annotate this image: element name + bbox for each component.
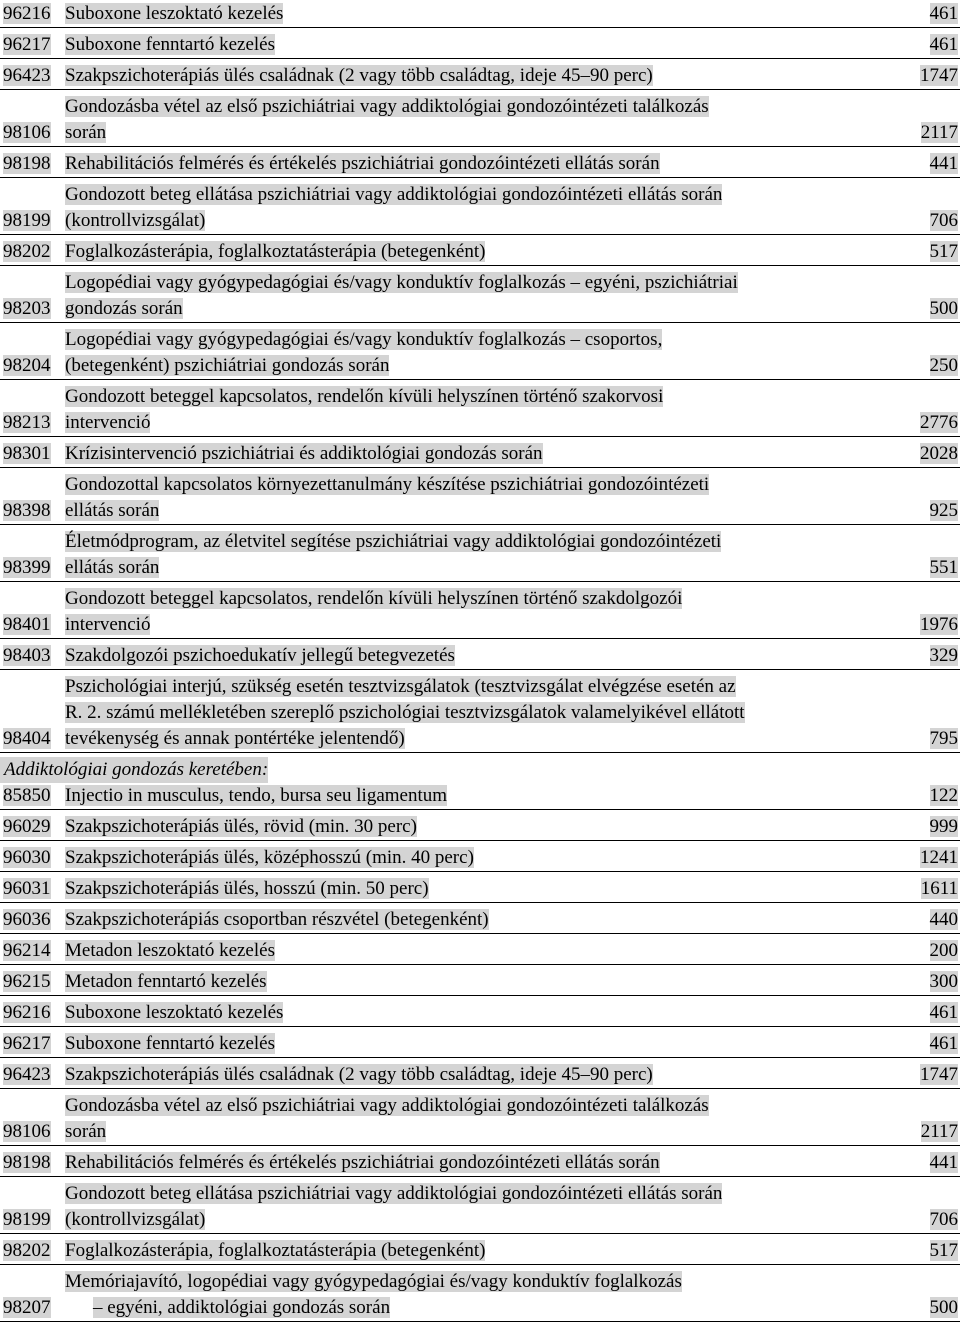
- point-value: [898, 643, 960, 669]
- row-divider: [0, 146, 960, 147]
- point-value: [898, 845, 960, 871]
- procedure-code: [0, 410, 65, 436]
- table-row: [0, 1238, 960, 1264]
- procedure-code: [0, 296, 65, 322]
- row-divider: [0, 581, 960, 582]
- procedure-code: [0, 845, 65, 871]
- point-value-text: 2117: [920, 122, 958, 143]
- row-divider: [0, 995, 960, 996]
- table-row: [0, 151, 960, 177]
- description-line: Suboxone leszoktató kezelés: [65, 1002, 284, 1023]
- procedure-code: [0, 32, 65, 58]
- row-divider: [0, 322, 960, 323]
- table-row: [0, 674, 960, 752]
- procedure-code-text: 98202: [3, 241, 51, 262]
- procedure-code-text: 98203: [3, 298, 51, 319]
- row-divider: [0, 902, 960, 903]
- row-divider: [0, 809, 960, 810]
- point-value-text: 1611: [920, 878, 958, 899]
- point-value: [898, 120, 960, 146]
- point-value: [898, 441, 960, 467]
- procedure-description: [65, 938, 898, 964]
- table-row: [0, 441, 960, 467]
- table-row: [0, 969, 960, 995]
- point-value-text: 517: [929, 1240, 958, 1261]
- point-value-text: 329: [929, 645, 958, 666]
- description-line: Gondozottal kapcsolatos környezettanulmány készítése pszichiátriai gondozóintézeti: [65, 474, 710, 495]
- procedure-code: [0, 969, 65, 995]
- procedure-code: [0, 151, 65, 177]
- procedure-list-addiction: [0, 783, 960, 1322]
- procedure-code-text: 98202: [3, 1240, 51, 1261]
- description-line: Krízisintervenció pszichiátriai és addiktológiai gondozás során: [65, 443, 543, 464]
- point-value: [898, 151, 960, 177]
- description-line: (kontrollvizsgálat): [65, 1209, 206, 1230]
- description-line: Logopédiai vagy gyógypedagógiai és/vagy konduktív foglalkozás – egyéni, pszichiátriai: [65, 272, 738, 293]
- procedure-code-text: 85850: [3, 785, 51, 806]
- table-row: [0, 1, 960, 27]
- description-line: Gondozott beteg ellátása pszichiátriai vagy addiktológiai gondozóintézeti ellátás során: [65, 1183, 723, 1204]
- table-row: [0, 239, 960, 265]
- row-divider: [0, 379, 960, 380]
- procedure-description: [65, 586, 898, 638]
- point-value-text: 122: [929, 785, 958, 806]
- table-row: [0, 1031, 960, 1057]
- description-line: tevékenység és annak pontértéke jelentendő): [65, 728, 405, 749]
- row-divider: [0, 669, 960, 670]
- row-divider: [0, 265, 960, 266]
- procedure-code-text: 96030: [3, 847, 51, 868]
- procedure-description: [65, 151, 898, 177]
- row-divider: [0, 1176, 960, 1177]
- point-value: [898, 1, 960, 27]
- description-line: Suboxone fenntartó kezelés: [65, 1033, 275, 1054]
- table-row: [0, 1181, 960, 1233]
- procedure-code: [0, 726, 65, 752]
- point-value-text: 500: [929, 1297, 958, 1318]
- table-row: [0, 876, 960, 902]
- point-value-text: 999: [929, 816, 958, 837]
- row-divider: [0, 1321, 960, 1322]
- procedure-description: [65, 1000, 898, 1026]
- point-value-text: 461: [929, 34, 958, 55]
- procedure-code: [0, 1207, 65, 1233]
- point-value: [898, 1207, 960, 1233]
- table-row: [0, 1062, 960, 1088]
- point-value: [898, 1000, 960, 1026]
- point-value: [898, 612, 960, 638]
- procedure-description: [65, 1181, 898, 1233]
- procedure-code: [0, 1119, 65, 1145]
- description-line: Gondozásba vétel az első pszichiátriai vagy addiktológiai gondozóintézeti találkozás: [65, 1095, 709, 1116]
- description-line: Szakpszichoterápiás ülés családnak (2 vagy több családtag, ideje 45–90 perc): [65, 1064, 653, 1085]
- procedure-code-text: 96423: [3, 65, 51, 86]
- row-divider: [0, 177, 960, 178]
- procedure-description: [65, 327, 898, 379]
- procedure-code: [0, 1, 65, 27]
- point-value-text: 200: [929, 940, 958, 961]
- table-row: [0, 529, 960, 581]
- procedure-description: [65, 643, 898, 669]
- row-divider: [0, 1145, 960, 1146]
- point-value-text: 1747: [920, 1064, 958, 1085]
- description-line: ellátás során: [65, 500, 160, 521]
- point-value: [898, 32, 960, 58]
- procedure-description: [65, 441, 898, 467]
- table-row: [0, 32, 960, 58]
- procedure-code-text: 96217: [3, 34, 51, 55]
- procedure-code-text: 96216: [3, 1002, 51, 1023]
- description-line: Szakpszichoterápiás ülés családnak (2 vagy több családtag, ideje 45–90 perc): [65, 65, 653, 86]
- row-divider: [0, 871, 960, 872]
- description-line: Foglalkozásterápia, foglalkoztatásterápia (betegenként): [65, 1240, 486, 1261]
- point-value-text: 551: [929, 557, 958, 578]
- row-divider: [0, 933, 960, 934]
- section-heading: Addiktológiai gondozás keretében:: [0, 757, 268, 783]
- description-line: során: [65, 122, 107, 143]
- procedure-code-text: 98213: [3, 412, 51, 433]
- point-value: [898, 969, 960, 995]
- procedure-code-text: 98403: [3, 645, 51, 666]
- procedure-code: [0, 441, 65, 467]
- row-divider: [0, 752, 960, 753]
- procedure-list-psychiatric: [0, 1, 960, 753]
- procedure-code: [0, 938, 65, 964]
- point-value: [898, 296, 960, 322]
- procedure-code-text: 98207: [3, 1297, 51, 1318]
- procedure-code-text: 98404: [3, 728, 51, 749]
- table-row: [0, 938, 960, 964]
- description-line: Rehabilitációs felmérés és értékelés pszichiátriai gondozóintézeti ellátás során: [65, 153, 660, 174]
- procedure-description: [65, 845, 898, 871]
- procedure-description: [65, 814, 898, 840]
- procedure-code: [0, 907, 65, 933]
- procedure-code-text: 96216: [3, 3, 51, 24]
- procedure-code: [0, 120, 65, 146]
- procedure-description: [65, 1062, 898, 1088]
- procedure-code: [0, 1295, 65, 1321]
- procedure-description: [65, 674, 898, 752]
- description-line: ellátás során: [65, 557, 160, 578]
- description-line: Memóriajavító, logopédiai vagy gyógypedagógiai és/vagy konduktív foglalkozás: [65, 1271, 682, 1292]
- point-value-text: 1976: [920, 614, 958, 635]
- description-line: (betegenként) pszichiátriai gondozás során: [65, 355, 390, 376]
- procedure-description: [65, 472, 898, 524]
- table-row: [0, 63, 960, 89]
- procedure-description: [65, 1269, 898, 1321]
- procedure-code-text: 96029: [3, 816, 51, 837]
- table-row: [0, 327, 960, 379]
- procedure-description: [65, 182, 898, 234]
- point-value: [898, 1031, 960, 1057]
- point-value: [898, 1119, 960, 1145]
- point-value-text: 441: [929, 1152, 958, 1173]
- point-value-text: 461: [929, 1033, 958, 1054]
- table-row: [0, 182, 960, 234]
- procedure-code-text: 98198: [3, 1152, 51, 1173]
- description-line: Szakpszichoterápiás ülés, hosszú (min. 50 perc): [65, 878, 429, 899]
- procedure-code: [0, 353, 65, 379]
- procedure-code-text: 98199: [3, 210, 51, 231]
- point-value: [898, 353, 960, 379]
- procedure-code: [0, 1062, 65, 1088]
- description-line: Szakpszichoterápiás csoportban részvétel (betegenként): [65, 909, 489, 930]
- row-divider: [0, 524, 960, 525]
- row-divider: [0, 436, 960, 437]
- description-line: Injectio in musculus, tendo, bursa seu ligamentum: [65, 785, 448, 806]
- procedure-code: [0, 1150, 65, 1176]
- point-value: [898, 907, 960, 933]
- procedure-code-text: 96031: [3, 878, 51, 899]
- procedure-code-text: 98198: [3, 153, 51, 174]
- description-line: Suboxone leszoktató kezelés: [65, 3, 284, 24]
- procedure-code: [0, 1238, 65, 1264]
- point-value: [898, 783, 960, 809]
- point-value: [898, 1238, 960, 1264]
- description-line: Rehabilitációs felmérés és értékelés pszichiátriai gondozóintézeti ellátás során: [65, 1152, 660, 1173]
- description-line: intervenció: [65, 412, 151, 433]
- point-value: [898, 814, 960, 840]
- row-divider: [0, 1233, 960, 1234]
- table-row: [0, 783, 960, 809]
- description-line: – egyéni, addiktológiai gondozás során: [93, 1297, 391, 1318]
- table-row: [0, 270, 960, 322]
- procedure-description: [65, 94, 898, 146]
- description-line: Pszichológiai interjú, szükség esetén tesztvizsgálatok (tesztvizsgálat elvégzése esetén az: [65, 676, 736, 697]
- procedure-code: [0, 555, 65, 581]
- point-value: [898, 876, 960, 902]
- point-value: [898, 410, 960, 436]
- table-row: [0, 845, 960, 871]
- description-line: Szakpszichoterápiás ülés, középhosszú (min. 40 perc): [65, 847, 474, 868]
- procedure-description: [65, 1031, 898, 1057]
- point-value-text: 300: [929, 971, 958, 992]
- point-value: [898, 1295, 960, 1321]
- row-divider: [0, 234, 960, 235]
- description-line: Logopédiai vagy gyógypedagógiai és/vagy konduktív foglalkozás – csoportos,: [65, 329, 663, 350]
- table-row: [0, 814, 960, 840]
- procedure-description: [65, 969, 898, 995]
- description-line: során: [65, 1121, 107, 1142]
- description-line: Gondozásba vétel az első pszichiátriai vagy addiktológiai gondozóintézeti találkozás: [65, 96, 709, 117]
- row-divider: [0, 1057, 960, 1058]
- description-line: gondozás során: [65, 298, 183, 319]
- table-row: [0, 643, 960, 669]
- row-divider: [0, 27, 960, 28]
- point-value-text: 440: [929, 909, 958, 930]
- table-row: [0, 1093, 960, 1145]
- point-value: [898, 555, 960, 581]
- row-divider: [0, 1264, 960, 1265]
- description-line: Szakdolgozói pszichoedukatív jellegű betegvezetés: [65, 645, 455, 666]
- point-value: [898, 498, 960, 524]
- table-row: [0, 94, 960, 146]
- table-row: [0, 1269, 960, 1321]
- procedure-description: [65, 529, 898, 581]
- point-value: [898, 1150, 960, 1176]
- procedure-description: [65, 1093, 898, 1145]
- procedure-description: [65, 1150, 898, 1176]
- section-heading-row: [0, 757, 960, 783]
- procedure-code-text: 96036: [3, 909, 51, 930]
- description-line: Metadon fenntartó kezelés: [65, 971, 267, 992]
- procedure-code: [0, 63, 65, 89]
- description-line: Gondozott beteg ellátása pszichiátriai vagy addiktológiai gondozóintézeti ellátás során: [65, 184, 723, 205]
- procedure-code-text: 96217: [3, 1033, 51, 1054]
- procedure-code: [0, 612, 65, 638]
- point-value-text: 706: [929, 1209, 958, 1230]
- point-value-text: 250: [929, 355, 958, 376]
- procedure-code-text: 98204: [3, 355, 51, 376]
- point-value: [898, 726, 960, 752]
- description-line: Foglalkozásterápia, foglalkoztatásterápia (betegenként): [65, 241, 486, 262]
- procedure-code-text: 96215: [3, 971, 51, 992]
- procedure-description: [65, 32, 898, 58]
- point-value-text: 517: [929, 241, 958, 262]
- procedure-description: [65, 876, 898, 902]
- procedure-code-text: 98399: [3, 557, 51, 578]
- procedure-description: [65, 783, 898, 809]
- procedure-code: [0, 208, 65, 234]
- row-divider: [0, 1088, 960, 1089]
- point-value-text: 1747: [920, 65, 958, 86]
- procedure-code-text: 96214: [3, 940, 51, 961]
- point-value-text: 2117: [920, 1121, 958, 1142]
- procedure-description: [65, 1238, 898, 1264]
- point-value-text: 925: [929, 500, 958, 521]
- table-row: [0, 1000, 960, 1026]
- procedure-description: [65, 63, 898, 89]
- point-value-text: 500: [929, 298, 958, 319]
- table-row: [0, 1150, 960, 1176]
- point-value: [898, 239, 960, 265]
- description-line: (kontrollvizsgálat): [65, 210, 206, 231]
- procedure-code: [0, 239, 65, 265]
- point-value-text: 2776: [920, 412, 958, 433]
- table-row: [0, 472, 960, 524]
- description-line: Gondozott beteggel kapcsolatos, rendelőn kívüli helyszínen történő szakorvosi: [65, 386, 664, 407]
- procedure-code-text: 98106: [3, 1121, 51, 1142]
- point-value-text: 1241: [920, 847, 958, 868]
- row-divider: [0, 1026, 960, 1027]
- procedure-code: [0, 876, 65, 902]
- point-value-text: 795: [929, 728, 958, 749]
- row-divider: [0, 58, 960, 59]
- procedure-description: [65, 239, 898, 265]
- description-line: Metadon leszoktató kezelés: [65, 940, 275, 961]
- point-value: [898, 63, 960, 89]
- procedure-code: [0, 1031, 65, 1057]
- procedure-code-text: 98106: [3, 122, 51, 143]
- procedure-description: [65, 1, 898, 27]
- procedure-code: [0, 814, 65, 840]
- row-divider: [0, 964, 960, 965]
- description-line: intervenció: [65, 614, 151, 635]
- procedure-code-text: 98398: [3, 500, 51, 521]
- procedure-code-text: 96423: [3, 1064, 51, 1085]
- procedure-code-text: 98401: [3, 614, 51, 635]
- table-row: [0, 907, 960, 933]
- row-divider: [0, 638, 960, 639]
- procedure-code: [0, 783, 65, 809]
- row-divider: [0, 840, 960, 841]
- point-value: [898, 208, 960, 234]
- description-line: Gondozott beteggel kapcsolatos, rendelőn kívüli helyszínen történő szakdolgozói: [65, 588, 683, 609]
- procedure-code-text: 98199: [3, 1209, 51, 1230]
- row-divider: [0, 89, 960, 90]
- description-line: Életmódprogram, az életvitel segítése pszichiátriai vagy addiktológiai gondozóintézeti: [65, 531, 722, 552]
- point-value: [898, 1062, 960, 1088]
- row-divider: [0, 467, 960, 468]
- procedure-description: [65, 384, 898, 436]
- point-value-text: 461: [929, 1002, 958, 1023]
- table-row: [0, 384, 960, 436]
- procedure-code: [0, 498, 65, 524]
- point-value-text: 706: [929, 210, 958, 231]
- procedure-code: [0, 1000, 65, 1026]
- description-line: R. 2. számú mellékletében szereplő pszichológiai tesztvizsgálatok valamelyikével ellátott: [65, 702, 745, 723]
- procedure-code: [0, 643, 65, 669]
- table-row: [0, 586, 960, 638]
- point-value-text: 461: [929, 3, 958, 24]
- procedure-code-text: 98301: [3, 443, 51, 464]
- point-value-text: 441: [929, 153, 958, 174]
- description-line: Suboxone fenntartó kezelés: [65, 34, 275, 55]
- procedure-description: [65, 907, 898, 933]
- description-line: Szakpszichoterápiás ülés, rövid (min. 30 perc): [65, 816, 417, 837]
- point-value: [898, 938, 960, 964]
- procedure-description: [65, 270, 898, 322]
- point-value-text: 2028: [920, 443, 958, 464]
